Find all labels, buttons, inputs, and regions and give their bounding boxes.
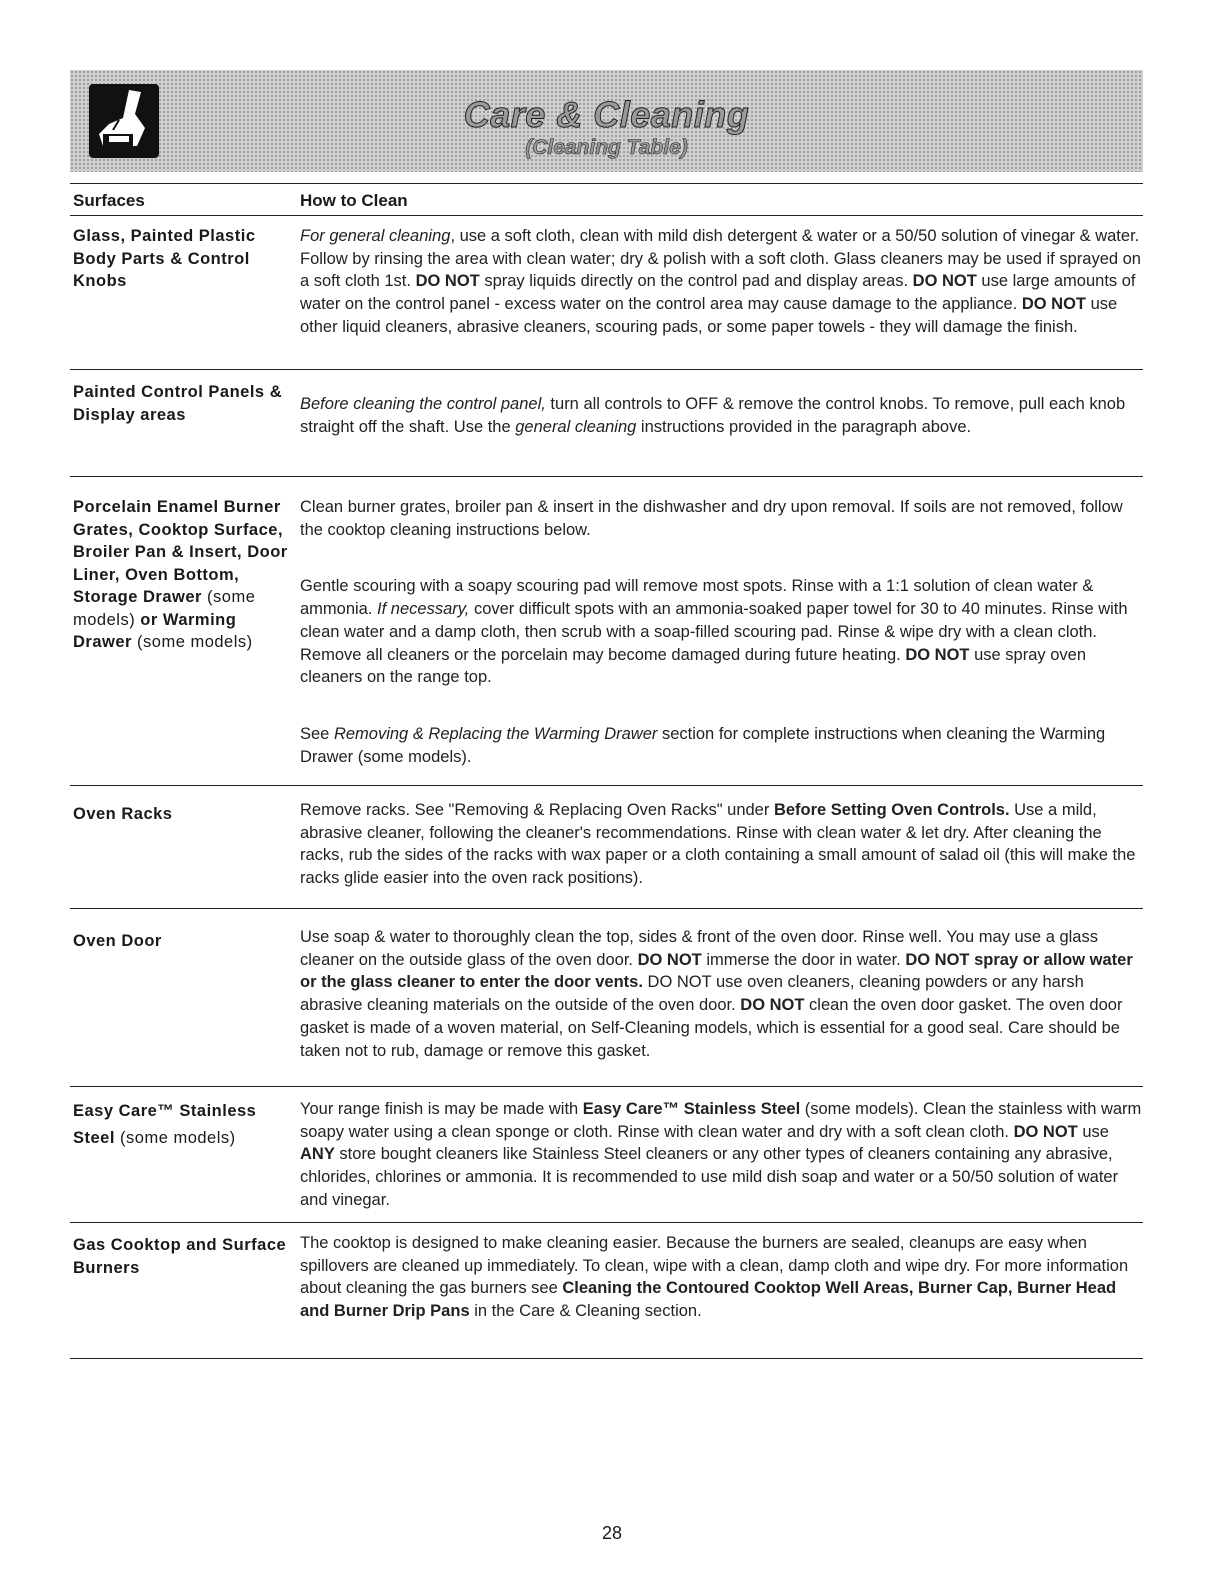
cleaning-table: [70, 183, 1143, 216]
how-to-clean-cell: Before cleaning the control panel, turn all controls to OFF & remove the control knobs. To remove, pull each knob straight off the shaft. Use the general cleaning instructions provided in the paragraph above.: [300, 395, 1126, 436]
page-number: 28: [601, 1523, 623, 1543]
table-row: [70, 785, 1143, 909]
table-row: [70, 1222, 1143, 1359]
header-how-to-clean: How to Clean: [300, 191, 408, 210]
surface-cell: Oven Door: [73, 932, 162, 950]
how-to-clean-cell: Your range finish is may be made with Easy Care™ Stainless Steel (some models). Clean the stainless with warm soapy water using a clean sponge or cloth. Rinse with clean water and dry with a soft clean cloth. DO NOT use ANY store bought cleaners like Stainless Steel cleaners or any other types of cleaners containing any abrasive, chlorides, chlorines or ammonia. It is recommended to use mild dish soap and water or a 50/50 solution of water and vinegar.: [300, 1100, 1142, 1209]
surface-cell: Porcelain Enamel Burner Grates, Cooktop Surface, Broiler Pan & Insert, Door Liner, Oven Bottom, Storage Drawer (some models) or Warming Drawer (some models): [73, 498, 288, 651]
table-row: [70, 476, 1143, 786]
table-row: [70, 1086, 1143, 1223]
how-to-clean-cell: The cooktop is designed to make cleaning easier. Because the burners are sealed, cleanups are easy when spillovers are cleaned up immediately. To clean, wipe with a clean, damp cloth and wipe dry. For more information about cleaning the gas burners see Cleaning the Contoured Cooktop Well Areas, Burner Cap, Burner Head and Burner Drip Pans in the Care & Cleaning section.: [300, 1234, 1129, 1321]
how-to-clean-cell: Use soap & water to thoroughly clean the top, sides & front of the oven door. Rinse well. You may use a glass cleaner on the outside glass of the oven door. DO NOT immerse the door in water. DO NOT spray or allow water or the glass cleaner to enter the door vents. DO NOT use oven cleaners, cleaning powders or any harsh abrasive cleaning materials on the outside of the oven door. DO NOT clean the oven door gasket. The oven door gasket is made of a woven material, on Self-Cleaning models, which is essential for a good seal. Care should be taken not to rub, damage or remove this gasket.: [300, 928, 1133, 1060]
surface-cell: Oven Racks: [73, 805, 173, 823]
surface-cell: Painted Control Panels & Display areas: [73, 383, 283, 424]
table-row: [70, 908, 1143, 1087]
page-title: Care & Cleaning: [463, 94, 750, 135]
how-to-clean-cell: For general cleaning, use a soft cloth, clean with mild dish detergent & water or a 50/50 solution of vinegar & water. Follow by rinsing the area with clean water; dry & polish with a soft cloth. Glass cleaners may be used if sprayed on a soft cloth 1st. DO NOT spray liquids directly on the control pad and display areas. DO NOT use large amounts of water on the control panel - excess water on the control area may cause damage to the appliance. DO NOT use other liquid cleaners, abrasive cleaners, scouring pads, or some paper towels - they will damage the finish.: [300, 227, 1141, 336]
how-to-clean-cell: Clean burner grates, broiler pan & insert in the dishwasher and dry upon removal. If soils are not removed, follow the cooktop cleaning instructions below. Gentle scouring with a soapy scouring pad will remove most spots. Rinse with a 1:1 solution of clean water & ammonia. If necessary, cover difficult spots with an ammonia-soaked paper towel for 30 to 40 minutes. Rinse with clean water and a damp cloth, then scrub with a soap-filled scouring pad. Rinse & wipe dry with a clean cloth. Remove all cleaners or the porcelain may become damaged during future heating. DO NOT use spray oven cleaners on the range top. See Removing & Replacing the Warming Drawer section for complete instructions when cleaning the Warming Drawer (some models).: [300, 498, 1128, 766]
how-to-clean-cell: Remove racks. See "Removing & Replacing Oven Racks" under Before Setting Oven Controls. Use a mild, abrasive cleaner, following the cleaner's recommendations. Rinse with clean water & let dry. After cleaning the racks, rub the sides of the racks with wax paper or a cloth containing a small amount of salad oil (this will make the racks glide easier into the oven rack positions).: [300, 801, 1136, 888]
page-subtitle: (Cleaning Table): [525, 136, 688, 159]
surface-cell: Gas Cooktop and Surface Burners: [73, 1236, 287, 1277]
table-row: [70, 215, 1143, 370]
header-surfaces: Surfaces: [73, 191, 145, 210]
table-row: [70, 369, 1143, 477]
header-banner: [70, 70, 1143, 172]
surface-cell: Easy Care™ Stainless Steel (some models): [73, 1102, 257, 1147]
surface-cell: Glass, Painted Plastic Body Parts & Control Knobs: [73, 227, 256, 290]
table-header: [70, 183, 1143, 216]
